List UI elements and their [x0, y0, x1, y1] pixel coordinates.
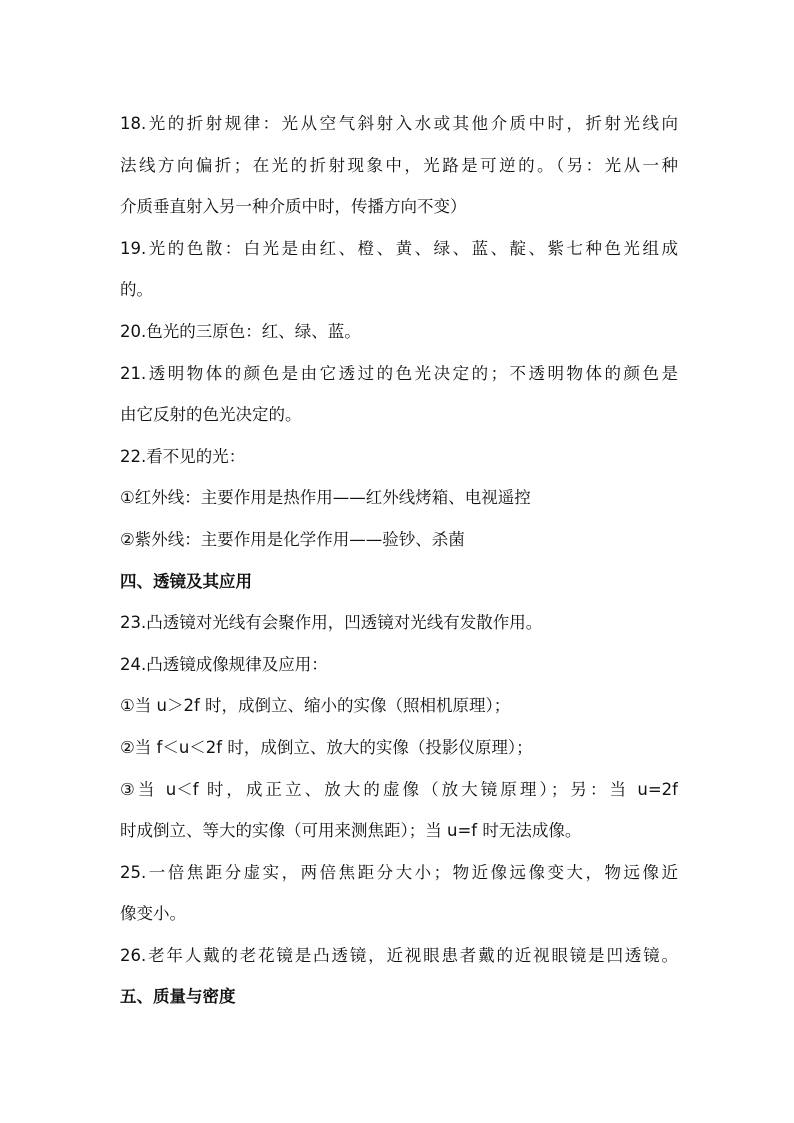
text-line-24-case3b: 时成倒立、等大的实像（可用来测焦距）；当 u=f 时无法成像。: [120, 821, 582, 841]
text-line-19b: 的。: [120, 280, 153, 300]
text-line-19a: 19.光的色散：白光是由红、橙、黄、绿、蓝、靛、紫七种色光组成: [120, 238, 678, 258]
text-line-23: 23.凸透镜对光线有会聚作用，凹透镜对光线有发散作用。: [120, 613, 543, 633]
text-line-18a: 18.光的折射规律：光从空气斜射入水或其他介质中时，折射光线向: [120, 114, 678, 133]
text-line-ultraviolet: ②紫外线：主要作用是化学作用——验钞、杀菌: [120, 529, 465, 549]
section-heading-mass-density: 五、质量与密度: [120, 987, 236, 1007]
text-line-25a: 25.一倍焦距分虚实，两倍焦距分大小；物近像远像变大，物远像近: [120, 862, 678, 882]
text-line-20: 20.色光的三原色：红、绿、蓝。: [120, 321, 361, 341]
section-heading-lenses: 四、透镜及其应用: [120, 571, 252, 591]
text-line-21b: 由它反射的色光决定的。: [120, 405, 302, 425]
text-line-infrared: ①红外线：主要作用是热作用——红外线烤箱、电视遥控: [120, 488, 531, 508]
text-line-18c: 介质垂直射入另一种介质中时，传播方向不变）: [120, 197, 467, 217]
text-line-24-case3a: ③当 u＜f 时，成正立、放大的虚像（放大镜原理）；另：当 u=2f: [120, 779, 678, 799]
document-body: [120, 103, 678, 1018]
text-line-24-case2: ②当 f＜u＜2f 时，成倒立、放大的实像（投影仪原理）；: [120, 737, 533, 757]
text-line-24-case1: ①当 u＞2f 时，成倒立、缩小的实像（照相机原理）；: [120, 696, 511, 716]
text-line-18b: 法线方向偏折；在光的折射现象中，光路是可逆的。（另：光从一种: [120, 155, 678, 175]
text-line-26: 26.老年人戴的老花镜是凸透镜，近视眼患者戴的近视眼镜是凹透镜。: [120, 945, 678, 965]
text-line-25b: 像变小。: [120, 904, 186, 924]
text-line-24: 24.凸透镜成像规律及应用：: [120, 654, 328, 674]
text-line-21a: 21.透明物体的颜色是由它透过的色光决定的；不透明物体的颜色是: [120, 363, 678, 383]
text-line-22: 22.看不见的光：: [120, 446, 246, 466]
